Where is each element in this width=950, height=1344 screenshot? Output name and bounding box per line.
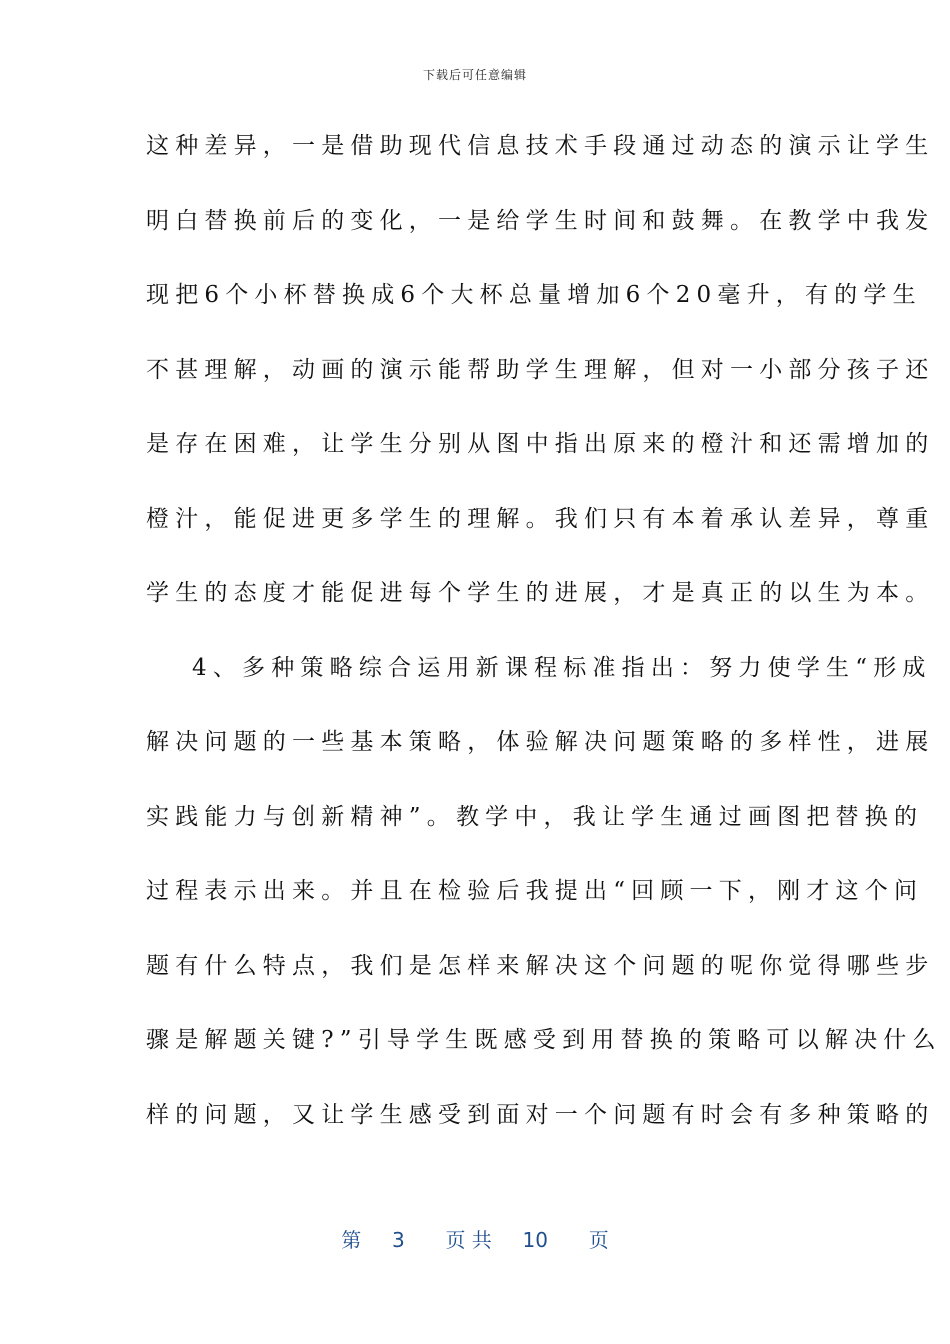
text-line: 实践能力与创新精神”。教学中，我让学生通过画图把替换的 [146, 803, 924, 830]
document-body [146, 118, 942, 1161]
text-line: 过程表示出来。并且在检验后我提出“回顾一下，刚才这个问 [146, 878, 924, 904]
footer-total-pages: 10 [522, 1228, 548, 1252]
text-line: 现把6个小杯替换成6个大杯总量增加6个20毫升，有的学生 [146, 282, 922, 308]
text-line: 骤是解题关键?”引导学生既感受到用替换的策略可以解决什么 [146, 1027, 942, 1053]
text-line: 橙汁，能促进更多学生的理解。我们只有本着承认差异，尊重 [146, 505, 935, 532]
footer-label-page: 第 [341, 1228, 362, 1252]
text-line: 明白替换前后的变化，一是给学生时间和鼓舞。在教学中我发 [146, 207, 935, 234]
text-line: 学生的态度才能促进每个学生的进展，才是真正的以生为本。 [146, 580, 935, 606]
footer-label-end: 页 [588, 1228, 609, 1252]
footer-current-page: 3 [392, 1228, 405, 1252]
page-footer [0, 1224, 950, 1253]
text-line: 解决问题的一些基本策略，体验解决问题策略的多样性，进展 [146, 729, 935, 755]
paragraph-start-line: 4、多种策略综合运用新课程标准指出：努力使学生“形成 [192, 654, 932, 681]
text-line: 是存在困难，让学生分别从图中指出原来的橙汁和还需增加的 [146, 431, 935, 457]
text-line: 样的问题，又让学生感受到面对一个问题有时会有多种策略的 [146, 1101, 935, 1128]
text-line: 题有什么特点，我们是怎样来解决这个问题的呢你觉得哪些步 [146, 952, 935, 979]
footer-label-total: 页 共 [445, 1228, 492, 1252]
page-header: 下载后可任意编辑 [422, 68, 527, 82]
text-line: 不甚理解，动画的演示能帮助学生理解，但对一小部分孩子还 [146, 356, 935, 383]
text-line: 这种差异，一是借助现代信息技术手段通过动态的演示让学生 [146, 133, 935, 159]
